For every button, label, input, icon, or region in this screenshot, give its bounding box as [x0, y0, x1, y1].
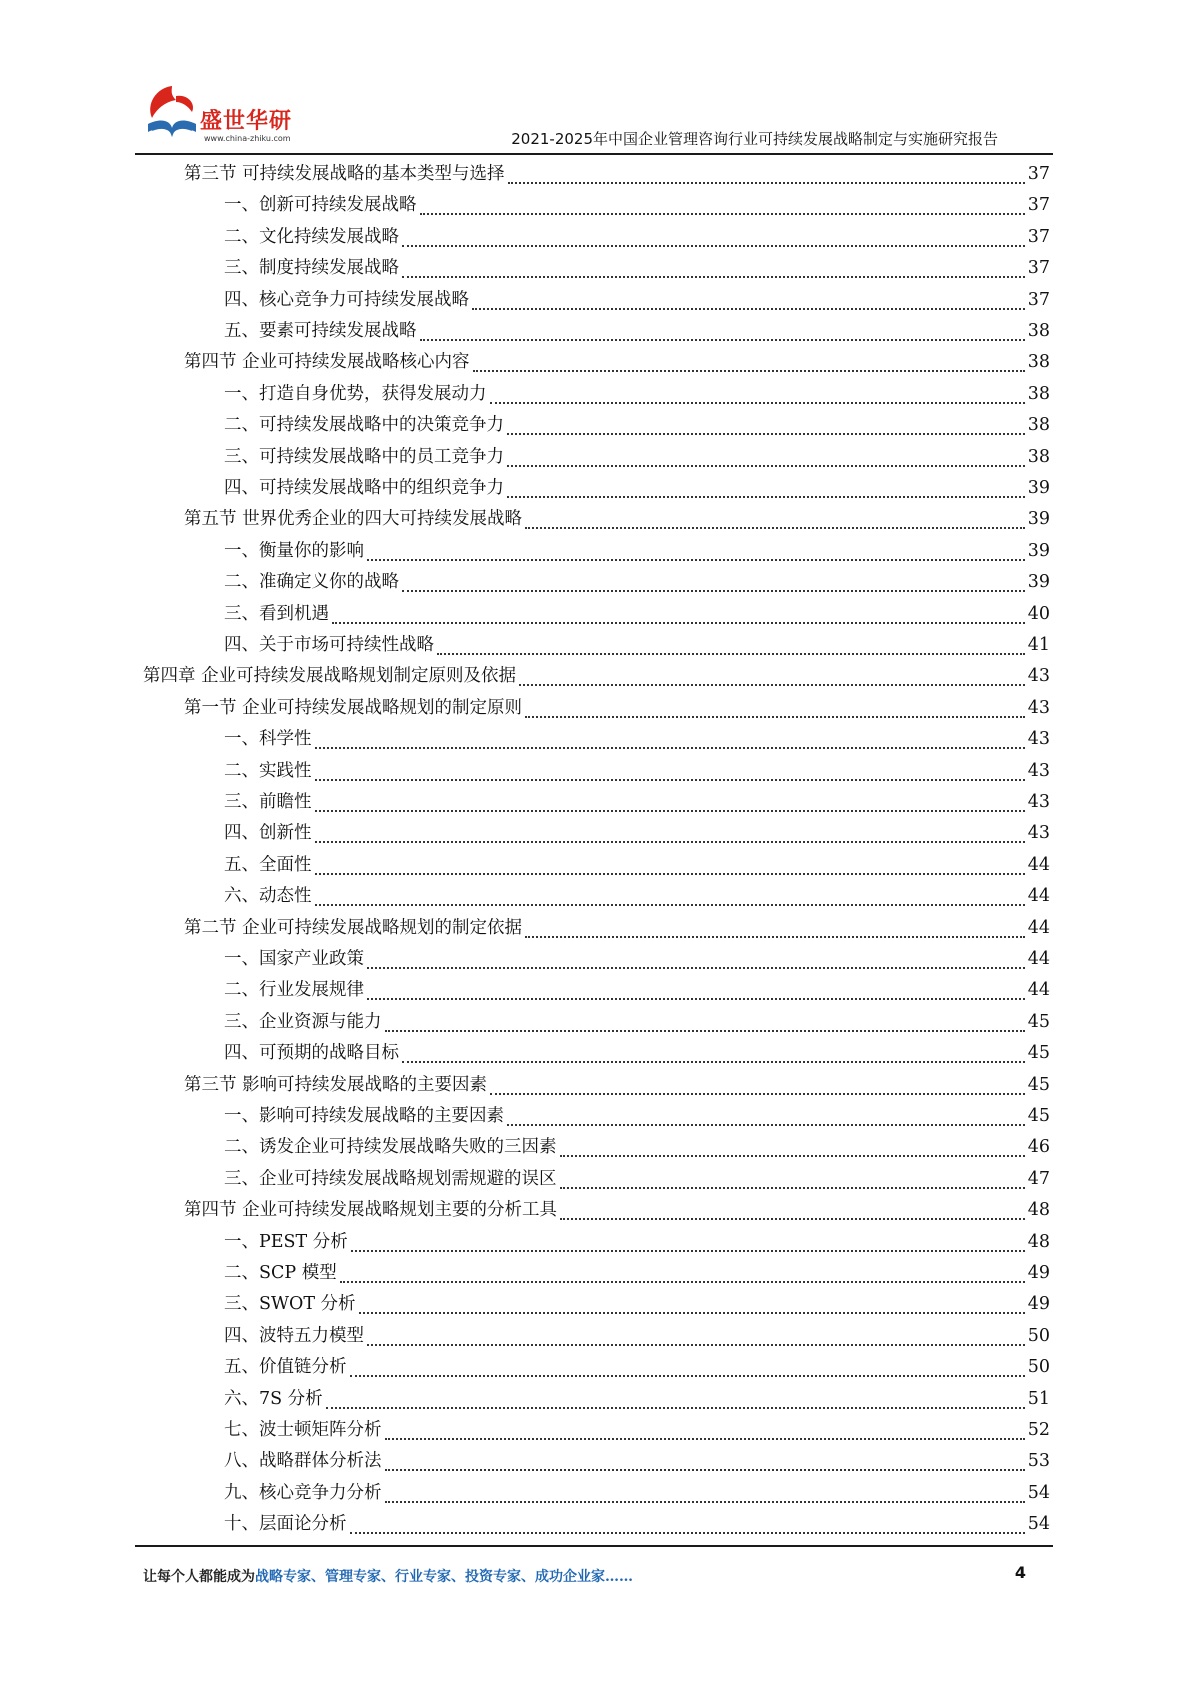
toc-entry-label: 三、SWOT 分析 — [224, 1294, 356, 1315]
toc-entry[interactable] — [224, 442, 1050, 472]
toc-entry-page: 38 — [1027, 415, 1050, 436]
toc-leader-dots — [402, 276, 1025, 278]
toc-leader-dots — [367, 998, 1025, 1000]
toc-leader-dots — [507, 1124, 1025, 1126]
toc-leader-dots — [507, 496, 1025, 498]
toc-entry-label: 三、前瞻性 — [224, 792, 312, 812]
toc-leader-dots — [359, 1312, 1025, 1314]
toc-entry-page: 44 — [1027, 917, 1050, 938]
toc-entry[interactable] — [184, 347, 1050, 377]
toc-entry-label: 一、创新可持续发展战略 — [224, 195, 417, 216]
footer-lead: 让每个人都能成为 — [143, 1569, 255, 1585]
toc-entry-label: 第四节 企业可持续发展战略核心内容 — [184, 352, 470, 373]
toc-entry-page: 39 — [1027, 572, 1050, 593]
toc-entry-label: 四、核心竞争力可持续发展战略 — [224, 289, 469, 310]
toc-entry-label: 二、可持续发展战略中的决策竞争力 — [224, 415, 504, 436]
toc-entry[interactable] — [224, 536, 1050, 566]
toc-entry-page: 44 — [1027, 854, 1050, 875]
toc-entry-label: 四、关于市场可持续性战略 — [224, 635, 434, 655]
toc-entry-label: 三、制度持续发展战略 — [224, 258, 399, 279]
toc-entry[interactable] — [224, 1321, 1050, 1351]
toc-entry-page: 54 — [1027, 1514, 1050, 1535]
toc-entry[interactable] — [184, 159, 1050, 189]
toc-entry-page: 54 — [1027, 1482, 1050, 1503]
toc-entry-page: 45 — [1027, 1043, 1050, 1064]
toc-leader-dots — [350, 1532, 1025, 1534]
book-logo-icon — [142, 82, 202, 144]
toc-entry[interactable] — [143, 661, 1050, 691]
toc-entry[interactable] — [224, 787, 1050, 817]
toc-entry-page: 45 — [1027, 1106, 1050, 1126]
toc-entry[interactable] — [224, 1038, 1050, 1068]
toc-leader-dots — [507, 465, 1025, 467]
toc-entry-page: 52 — [1027, 1420, 1050, 1440]
toc-entry[interactable] — [224, 316, 1050, 346]
toc-leader-dots — [385, 1501, 1025, 1503]
toc-entry-page: 44 — [1027, 886, 1050, 907]
toc-leader-dots — [437, 653, 1025, 655]
toc-entry-label: 六、动态性 — [224, 886, 312, 907]
toc-entry-page: 53 — [1027, 1451, 1050, 1472]
toc-entry-label: 一、影响可持续发展战略的主要因素 — [224, 1106, 504, 1126]
company-logo — [142, 82, 312, 152]
toc-leader-dots — [402, 245, 1025, 247]
toc-leader-dots — [351, 1250, 1025, 1252]
toc-leader-dots — [326, 1407, 1025, 1409]
toc-leader-dots — [367, 559, 1025, 561]
footer-slogan — [143, 1566, 633, 1586]
toc-leader-dots — [560, 1155, 1025, 1157]
toc-leader-dots — [402, 590, 1025, 592]
toc-leader-dots — [340, 1281, 1025, 1283]
toc-entry[interactable] — [224, 1007, 1050, 1037]
toc-entry[interactable] — [224, 379, 1050, 409]
toc-leader-dots — [519, 684, 1025, 686]
toc-entry-page: 38 — [1027, 383, 1050, 404]
toc-entry-label: 二、诱发企业可持续发展战略失败的三因素 — [224, 1137, 557, 1158]
toc-entry-page: 38 — [1027, 352, 1050, 373]
toc-leader-dots — [367, 1344, 1025, 1346]
toc-entry-page: 37 — [1027, 195, 1050, 216]
toc-entry-page: 38 — [1027, 321, 1050, 341]
toc-entry-page: 48 — [1027, 1231, 1050, 1252]
toc-entry-page: 48 — [1027, 1200, 1050, 1221]
footer-rule — [135, 1545, 1053, 1547]
toc-leader-dots — [507, 433, 1025, 435]
toc-entry-label: 五、要素可持续发展战略 — [224, 321, 417, 341]
toc-entry-page: 44 — [1027, 980, 1050, 1001]
toc-entry-page: 43 — [1027, 760, 1050, 781]
toc-entry[interactable] — [224, 253, 1050, 283]
toc-entry-label: 第五节 世界优秀企业的四大可持续发展战略 — [184, 509, 523, 530]
toc-entry-page: 50 — [1027, 1357, 1050, 1378]
toc-entry-label: 二、实践性 — [224, 760, 312, 781]
toc-entry-label: 一、衡量你的影响 — [224, 540, 364, 561]
toc-entry-page: 38 — [1027, 446, 1050, 467]
toc-entry[interactable] — [224, 630, 1050, 660]
logo-name: 盛世华研 — [200, 109, 293, 134]
toc-entry[interactable] — [184, 504, 1050, 534]
toc-entry-label: 二、行业发展规律 — [224, 980, 364, 1001]
document-title: 2021-2025年中国企业管理咨询行业可持续发展战略制定与实施研究报告 — [511, 130, 998, 148]
toc-entry[interactable] — [224, 473, 1050, 503]
page-header — [0, 0, 1191, 160]
toc-entry[interactable] — [224, 410, 1050, 440]
toc-entry[interactable] — [184, 693, 1050, 723]
toc-entry-label: 第三节 影响可持续发展战略的主要因素 — [184, 1074, 488, 1095]
toc-leader-dots — [525, 716, 1025, 718]
toc-entry[interactable] — [224, 1227, 1050, 1257]
toc-entry-label: 七、波士顿矩阵分析 — [224, 1420, 382, 1440]
toc-leader-dots — [315, 779, 1025, 781]
toc-entry-label: 五、价值链分析 — [224, 1357, 347, 1378]
toc-entry-page: 43 — [1027, 792, 1050, 812]
toc-entry-page: 43 — [1027, 729, 1050, 750]
toc-leader-dots — [472, 308, 1025, 310]
toc-entry-label: 一、科学性 — [224, 729, 312, 750]
toc-entry-page: 49 — [1027, 1294, 1050, 1315]
toc-entry[interactable] — [184, 1195, 1050, 1225]
toc-leader-dots — [525, 527, 1025, 529]
toc-entry[interactable] — [224, 975, 1050, 1005]
toc-entry-label: 三、可持续发展战略中的员工竞争力 — [224, 446, 504, 467]
toc-entry-page: 37 — [1027, 258, 1050, 279]
toc-leader-dots — [525, 936, 1025, 938]
toc-entry-label: 三、企业资源与能力 — [224, 1011, 382, 1032]
toc-entry[interactable] — [224, 222, 1050, 252]
toc-entry[interactable] — [224, 1415, 1050, 1445]
toc-entry[interactable] — [224, 756, 1050, 786]
toc-entry[interactable] — [224, 1164, 1050, 1194]
toc-leader-dots — [473, 370, 1025, 372]
toc-entry[interactable] — [184, 1070, 1050, 1100]
toc-entry-page: 47 — [1027, 1168, 1050, 1189]
toc-entry[interactable] — [224, 1384, 1050, 1414]
toc-entry[interactable] — [224, 1132, 1050, 1162]
toc-leader-dots — [385, 1030, 1025, 1032]
toc-leader-dots — [350, 1375, 1025, 1377]
toc-entry-label: 二、准确定义你的战略 — [224, 572, 399, 593]
toc-entry[interactable] — [224, 1509, 1050, 1539]
toc-entry[interactable] — [224, 1258, 1050, 1288]
toc-entry-label: 四、创新性 — [224, 823, 312, 844]
toc-entry-label: 三、看到机遇 — [224, 603, 329, 624]
toc-entry-label: 九、核心竞争力分析 — [224, 1482, 382, 1503]
toc-entry-label: 一、打造自身优势，获得发展动力 — [224, 383, 487, 404]
toc-entry[interactable] — [224, 850, 1050, 880]
toc-entry[interactable] — [224, 1478, 1050, 1508]
toc-entry-label: 八、战略群体分析法 — [224, 1451, 382, 1472]
toc-entry-page: 39 — [1027, 540, 1050, 561]
toc-entry[interactable] — [184, 913, 1050, 943]
toc-leader-dots — [315, 810, 1025, 812]
toc-entry[interactable] — [224, 1446, 1050, 1476]
toc-entry-page: 51 — [1027, 1388, 1050, 1409]
logo-url: www.china-zhiku.com — [204, 134, 291, 143]
toc-leader-dots — [385, 1438, 1025, 1440]
toc-entry[interactable] — [224, 599, 1050, 629]
toc-entry-page: 49 — [1027, 1263, 1050, 1283]
toc-entry[interactable] — [224, 818, 1050, 848]
toc-leader-dots — [332, 622, 1025, 624]
toc-entry-page: 39 — [1027, 509, 1050, 530]
toc-entry-page: 45 — [1027, 1074, 1050, 1095]
toc-entry-label: 四、可预期的战略目标 — [224, 1043, 399, 1064]
toc-leader-dots — [420, 213, 1025, 215]
toc-leader-dots — [315, 841, 1025, 843]
toc-leader-dots — [508, 182, 1025, 184]
toc-entry-label: 三、企业可持续发展战略规划需规避的误区 — [224, 1168, 557, 1189]
toc-entry-page: 45 — [1027, 1011, 1050, 1032]
toc-entry-label: 二、SCP 模型 — [224, 1263, 337, 1283]
toc-entry-label: 第一节 企业可持续发展战略规划的制定原则 — [184, 697, 523, 718]
toc-entry[interactable] — [224, 724, 1050, 754]
toc-entry-label: 五、全面性 — [224, 854, 312, 875]
toc-leader-dots — [420, 339, 1025, 341]
toc-entry[interactable] — [224, 944, 1050, 974]
toc-entry-label: 第四章 企业可持续发展战略规划制定原则及依据 — [143, 666, 517, 687]
toc-leader-dots — [560, 1218, 1025, 1220]
toc-entry[interactable] — [224, 1101, 1050, 1131]
toc-entry-page: 39 — [1027, 478, 1050, 498]
toc-entry-label: 第二节 企业可持续发展战略规划的制定依据 — [184, 917, 523, 938]
toc-entry-label: 四、波特五力模型 — [224, 1325, 364, 1346]
toc-entry[interactable] — [224, 1289, 1050, 1319]
toc-leader-dots — [490, 402, 1025, 404]
toc-entry[interactable] — [224, 881, 1050, 911]
toc-entry-label: 十、层面论分析 — [224, 1514, 347, 1535]
toc-entry[interactable] — [224, 190, 1050, 220]
toc-entry-label: 第三节 可持续发展战略的基本类型与选择 — [184, 164, 505, 184]
toc-leader-dots — [315, 747, 1025, 749]
toc-leader-dots — [490, 1093, 1025, 1095]
toc-entry-page: 46 — [1027, 1137, 1050, 1158]
toc-entry[interactable] — [224, 285, 1050, 315]
toc-entry-page: 37 — [1027, 164, 1050, 184]
toc-entry-page: 43 — [1027, 823, 1050, 844]
toc-leader-dots — [560, 1187, 1025, 1189]
toc-entry-label: 一、国家产业政策 — [224, 949, 364, 969]
page-number: 4 — [1014, 1563, 1026, 1582]
toc-leader-dots — [402, 1061, 1025, 1063]
toc-leader-dots — [367, 967, 1025, 969]
toc-entry-label: 二、文化持续发展战略 — [224, 226, 399, 247]
toc-leader-dots — [385, 1469, 1025, 1471]
toc-entry-label: 四、可持续发展战略中的组织竞争力 — [224, 478, 504, 498]
footer-roles: 战略专家、管理专家、行业专家、投资专家、成功企业家…… — [255, 1569, 633, 1585]
toc-entry-page: 37 — [1027, 289, 1050, 310]
toc-leader-dots — [315, 904, 1025, 906]
toc-entry-page: 43 — [1027, 697, 1050, 718]
toc-entry-page: 40 — [1027, 603, 1050, 624]
toc-entry-label: 第四节 企业可持续发展战略规划主要的分析工具 — [184, 1200, 558, 1221]
toc-entry[interactable] — [224, 1352, 1050, 1382]
toc-entry-label: 六、7S 分析 — [224, 1388, 323, 1409]
toc-entry-label: 一、PEST 分析 — [224, 1231, 348, 1252]
toc-entry[interactable] — [224, 567, 1050, 597]
header-rule — [135, 153, 1053, 155]
toc-entry-page: 44 — [1027, 949, 1050, 969]
toc-entry-page: 41 — [1027, 635, 1050, 655]
toc-leader-dots — [315, 873, 1025, 875]
toc-entry-page: 37 — [1027, 226, 1050, 247]
toc-entry-page: 43 — [1027, 666, 1050, 687]
toc-entry-page: 50 — [1027, 1325, 1050, 1346]
